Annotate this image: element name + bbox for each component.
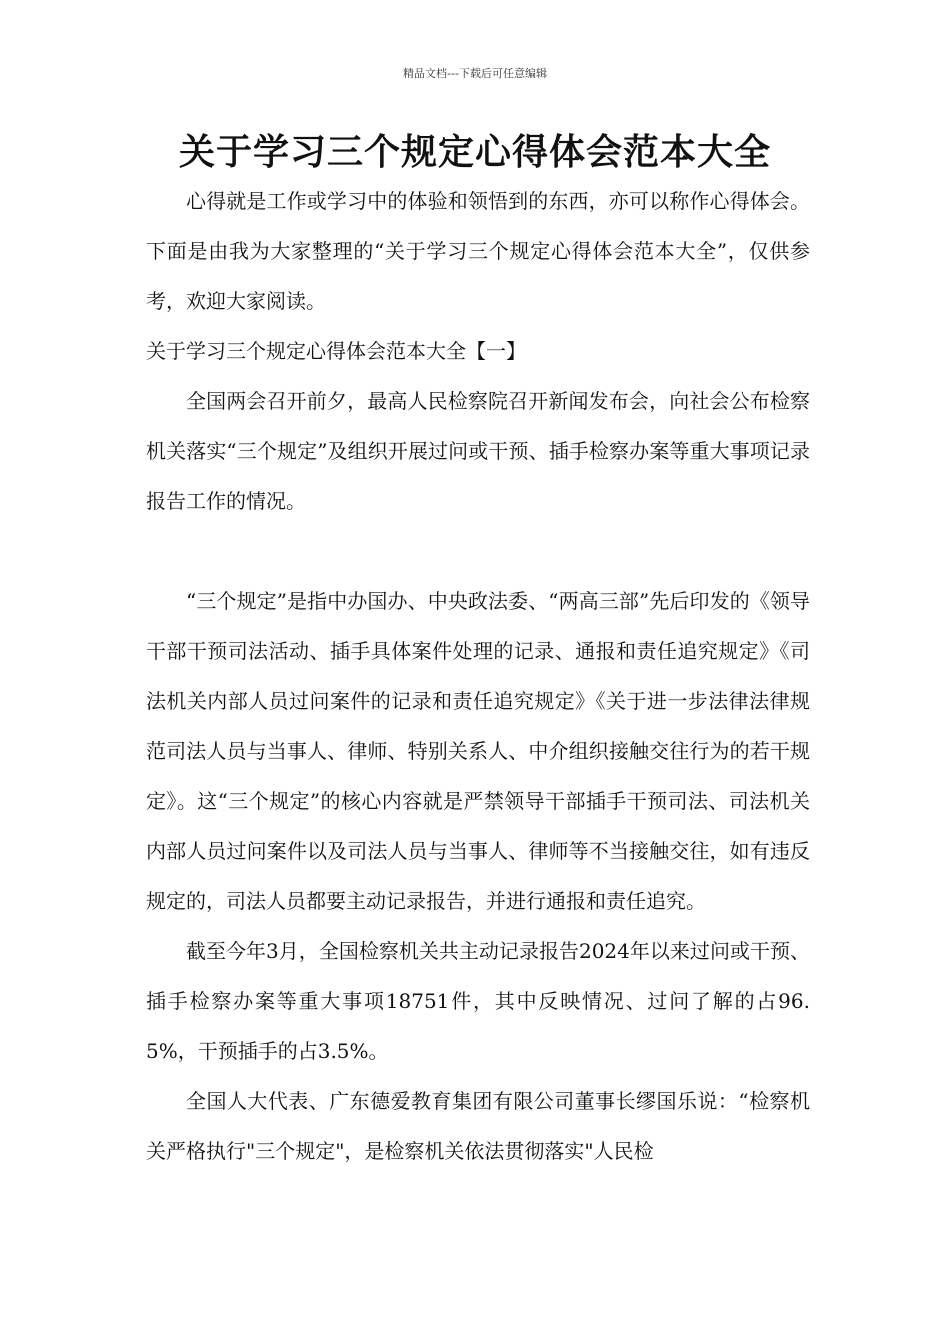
document-title: 关于学习三个规定心得体会范本大全 <box>178 132 771 173</box>
body-paragraph: “三个规定”是指中办国办、中央政法委、“两高三部”先后印发的《领导干部干预司法活动、插手具体案件处理的记录、通报和责任追究规定》《司法机关内部人员过问案件的记录和责任追究规定》《关于进一步法律法律规范司法人员与当事人、律师、特别关系人、中介组织接触交往行为的若干规定》。这“三个规定”的核心内容就是严禁领导干部插手干预司法、司法机关内部人员过问案件以及司法人员与当事人、律师等不当接触交往，如有违反规定的，司法人员都要主动记录报告，并进行通报和责任追究。 <box>146 589 810 913</box>
body-paragraph: 截至今年3月，全国检察机关共主动记录报告2024年以来过问或干预、插手检察办案等重大事项18751件，其中反映情况、过问了解的占96.5%，干预插手的占3.5%。 <box>146 939 810 1063</box>
document-body <box>146 176 810 1176</box>
body-paragraph: 全国人大代表、广东德爱教育集团有限公司董事长缪国乐说：“检察机关严格执行"三个规定"，是检察机关依法贯彻落实"人民检 <box>146 1089 810 1163</box>
body-paragraph: 全国两会召开前夕，最高人民检察院召开新闻发布会，向社会公布检察机关落实“三个规定”及组织开展过问或干预、插手检察办案等重大事项记录报告工作的情况。 <box>146 389 810 513</box>
intro-paragraph: 心得就是工作或学习中的体验和领悟到的东西，亦可以称作心得体会。下面是由我为大家整理的“关于学习三个规定心得体会范本大全”，仅供参考，欢迎大家阅读。 <box>146 189 810 313</box>
page-header: 精品文档---下载后可任意编辑 <box>403 67 547 80</box>
section-heading: 关于学习三个规定心得体会范本大全【一】 <box>146 339 526 363</box>
paragraph-gap <box>146 526 810 576</box>
